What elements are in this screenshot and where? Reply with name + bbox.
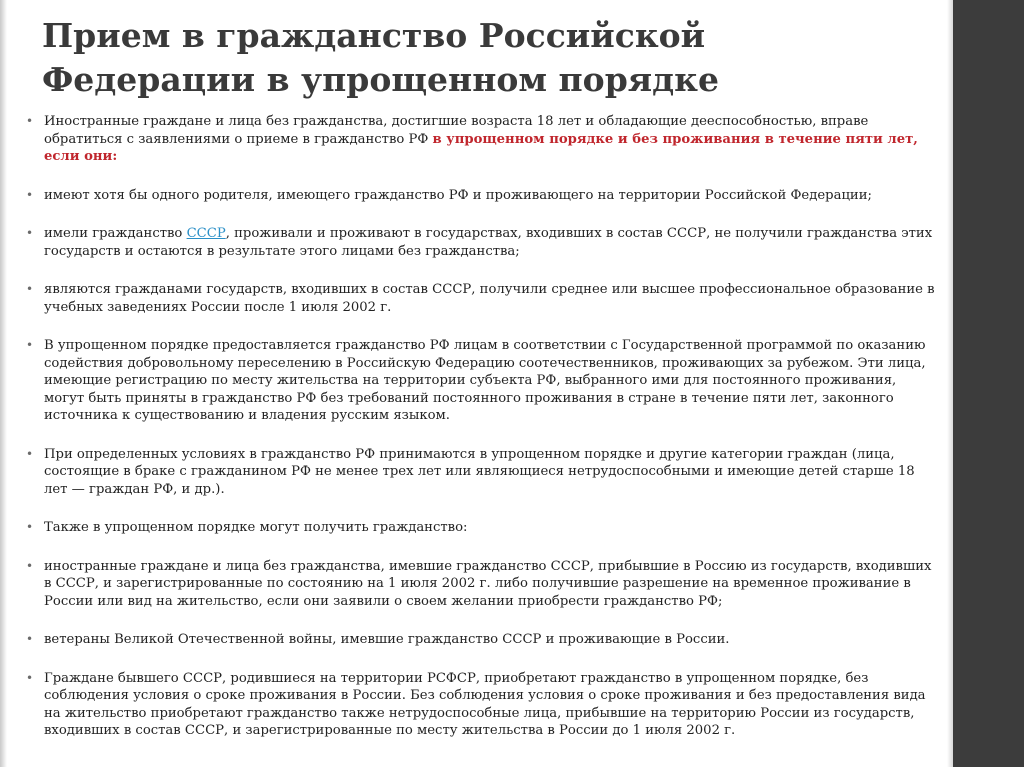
bullet-text: В упрощенном порядке предоставляется гражданство РФ лицам в соответствии с Государственной программой по оказанию содействия добровольному переселению в Российскую Федерацию соотечественников, проживающих за рубежом. Эти лица, имеющие регистрацию по месту жительства на территории субъекта РФ, выбранного ими для постоянного проживания, могут быть приняты в гражданство РФ без требований постоянного проживания в стране в течение пяти лет, законного источника к существованию и владения русским языком. — [44, 338, 926, 423]
bullet-text: иностранные граждане и лица без гражданства, имевшие гражданство СССР, прибывшие в Россию из государств, входивших в СССР, и зарегистрированные по состоянию на 1 июля 2002 г. либо получившие разрешение на временное проживание в России или вид на жительство, если они заявили о своем желании приобрести гражданство РФ; — [44, 558, 932, 609]
bullet-dot-icon: • — [26, 226, 34, 240]
bullet-text: Иностранные граждане и лица без гражданства, достигшие возраста 18 лет и обладающие дееспособностью, вправе обратиться с заявлениями о приеме в гражданство РФ — [44, 114, 869, 147]
right-dark-bar — [953, 0, 1024, 767]
bullet-dot-icon: • — [26, 282, 34, 296]
bullet-item — [0, 631, 945, 649]
bullet-text: Граждане бывшего СССР, родившиеся на территории РСФСР, приобретают гражданство в упрощенном порядке, без соблюдения условия о сроке проживания в России. Без соблюдения условия о сроке проживания и без предоставления вида на жительство приобретают гражданство также нетрудоспособные лица, прибывшие на территорию России из государств, входивших в состав СССР, и зарегистрированные по месту жительства в России до 1 июля 2002 г. — [44, 670, 926, 738]
slide-title-line-2: Федерации в упрощенном порядке — [42, 60, 719, 99]
bullet-list — [0, 113, 945, 761]
ussr-link[interactable]: СССР — [186, 226, 226, 241]
bullet-dot-icon: • — [26, 114, 34, 128]
bullet-item — [0, 446, 945, 499]
bullet-item — [0, 558, 945, 611]
bullet-dot-icon: • — [26, 520, 34, 534]
bullet-highlight: в упрощенном порядке и без проживания в течение пяти лет, если они: — [44, 131, 918, 164]
bullet-text: Также в упрощенном порядке могут получить гражданство: — [44, 520, 468, 535]
bullet-item — [0, 113, 945, 166]
bullet-text: имели гражданство — [44, 226, 187, 241]
bullet-text: При определенных условиях в гражданство РФ принимаются в упрощенном порядке и другие категории граждан (лица, состоящие в браке с гражданином РФ не менее трех лет или являющиеся нетрудоспособными и имеющие детей старше 18 лет — граждан РФ, и др.). — [44, 446, 915, 497]
bullet-item — [0, 337, 945, 425]
bullet-item — [0, 670, 945, 740]
bullet-dot-icon: • — [26, 446, 34, 461]
bullet-dot-icon: • — [26, 338, 34, 352]
bullet-dot-icon: • — [26, 632, 34, 646]
bullet-dot-icon: • — [26, 558, 34, 573]
bullet-text: имеют хотя бы одного родителя, имеющего гражданство РФ и проживающего на территории Российской Федерации; — [44, 187, 872, 203]
bullet-item — [0, 519, 945, 537]
bullet-item — [0, 281, 945, 316]
bullet-item — [0, 225, 945, 260]
bullet-dot-icon: • — [26, 187, 34, 202]
bullet-dot-icon: • — [26, 670, 34, 685]
bullet-text: ветераны Великой Отечественной войны, имевшие гражданство СССР и проживающие в России. — [44, 632, 730, 647]
bullet-text: , проживали и проживают в государствах, входивших в состав СССР, не получили гражданства этих государств и остаются в результате этого лицами без гражданства; — [44, 226, 933, 259]
slide-title-line-1: Прием в гражданство Российской — [42, 16, 706, 55]
slide-title — [42, 14, 922, 102]
bullet-text: являются гражданами государств, входивших в состав СССР, получили среднее или высшее профессиональное образование в учебных заведениях России после 1 июля 2002 г. — [44, 282, 935, 315]
bullet-item — [0, 187, 945, 205]
